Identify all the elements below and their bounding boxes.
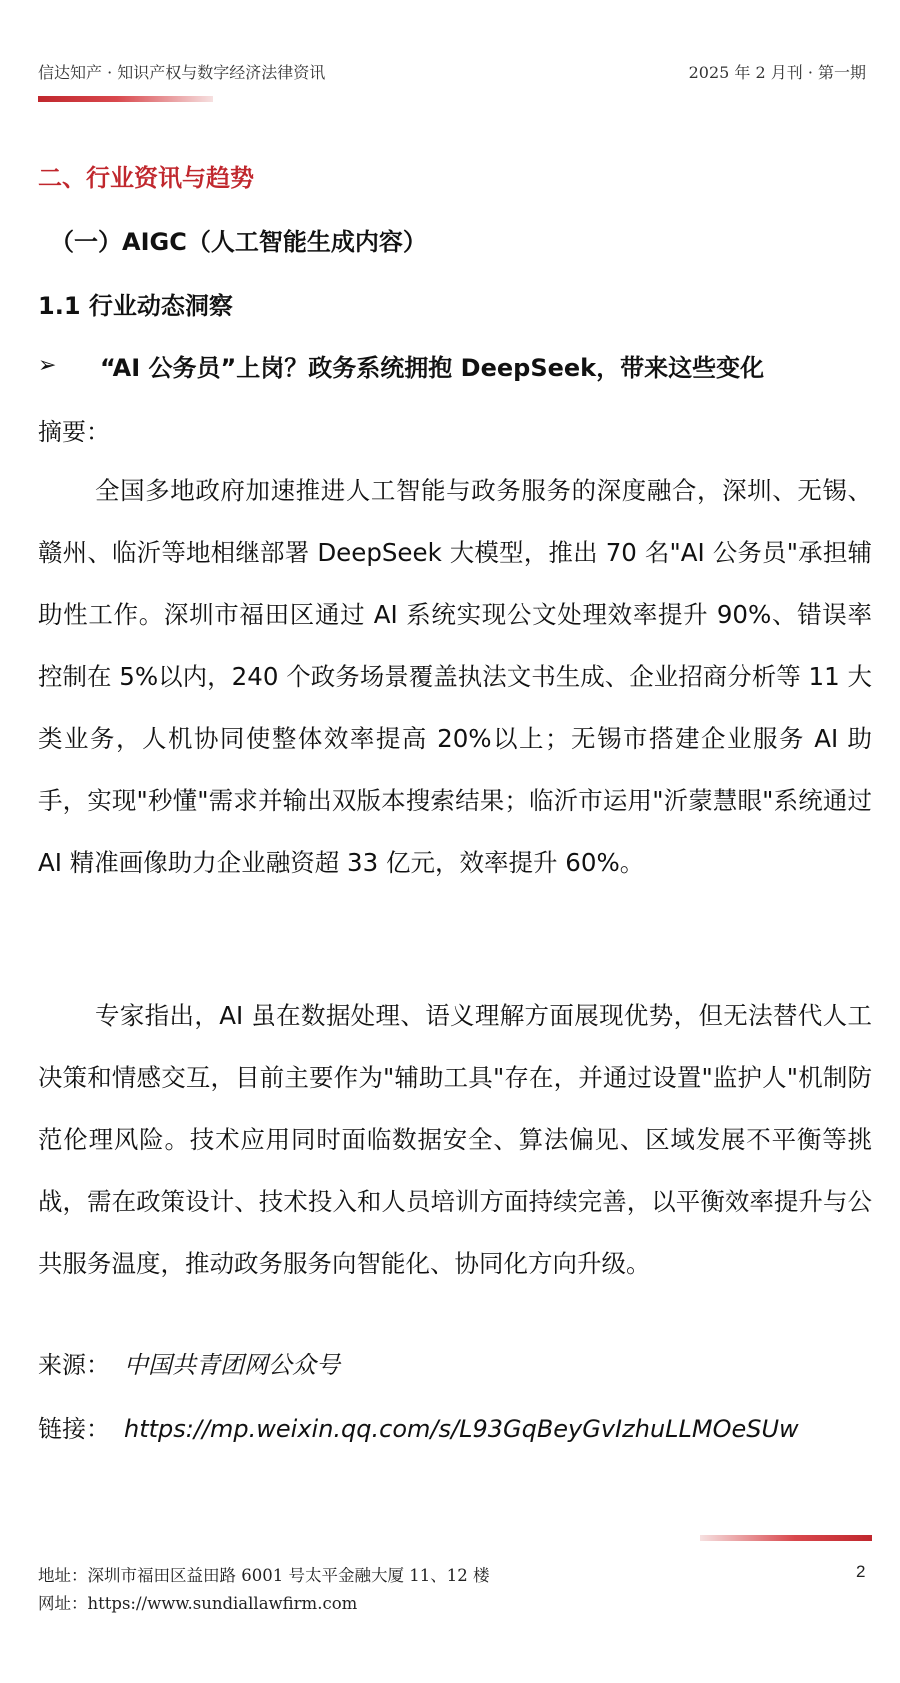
arrow-bullet-icon: ➢ <box>38 353 57 378</box>
source-value: 中国共青团网公众号 <box>124 1351 340 1379</box>
header-issue-date: 2025 年 2 月刊 · 第一期 <box>688 63 866 82</box>
link-line <box>38 1409 799 1444</box>
subsubsection-title: 1.1 行业动态洞察 <box>38 292 233 320</box>
article-heading <box>38 348 764 383</box>
source-label: 来源： <box>38 1351 110 1379</box>
page-number: 2 <box>856 1562 866 1581</box>
source-line <box>38 1345 340 1380</box>
header-publication-name: 信达知产 · 知识产权与数字经济法律资讯 <box>38 63 326 82</box>
header-accent-bar <box>38 96 213 102</box>
footer-accent-bar <box>700 1535 872 1541</box>
footer-website: 网址：https://www.sundiallawfirm.com <box>38 1594 358 1613</box>
article-title: “AI 公务员”上岗？政务系统拥抱 DeepSeek，带来这些变化 <box>100 354 765 382</box>
subsection-title: （一）AIGC（人工智能生成内容） <box>50 228 427 256</box>
link-label: 链接： <box>38 1415 110 1443</box>
article-link[interactable]: https://mp.weixin.qq.com/s/L93GqBeyGvIzhuLLMOeSUw <box>124 1415 799 1443</box>
footer-address: 地址：深圳市福田区益田路 6001 号太平金融大厦 11、12 楼 <box>38 1566 490 1585</box>
summary-paragraph-1: 全国多地政府加速推进人工智能与政务服务的深度融合，深圳、无锡、赣州、临沂等地相继部署 DeepSeek 大模型，推出 70 名"AI 公务员"承担辅助性工作。深圳市福田区通过 AI 系统实现公文处理效率提升 90%、错误率控制在 5%以内，240 个政务场景覆盖执法文书生成、企业招商分析等 11 大类业务，人机协同使整体效率提高 20%以上；无锡市搭建企业服务 AI 助手，实现"秒懂"需求并输出双版本搜索结果；临沂市运用"沂蒙慧眼"系统通过 AI 精准画像助力企业融资超 33 亿元，效率提升 60%。 <box>38 476 872 877</box>
section-title: 二、行业资讯与趋势 <box>38 164 254 192</box>
summary-paragraph-2: 专家指出，AI 虽在数据处理、语义理解方面展现优势，但无法替代人工决策和情感交互，目前主要作为"辅助工具"存在，并通过设置"监护人"机制防范伦理风险。技术应用同时面临数据安全、算法偏见、区域发展不平衡等挑战，需在政策设计、技术投入和人员培训方面持续完善，以平衡效率提升与公共服务温度，推动政务服务向智能化、协同化方向升级。 <box>38 1001 872 1278</box>
summary-label: 摘要： <box>38 418 110 446</box>
